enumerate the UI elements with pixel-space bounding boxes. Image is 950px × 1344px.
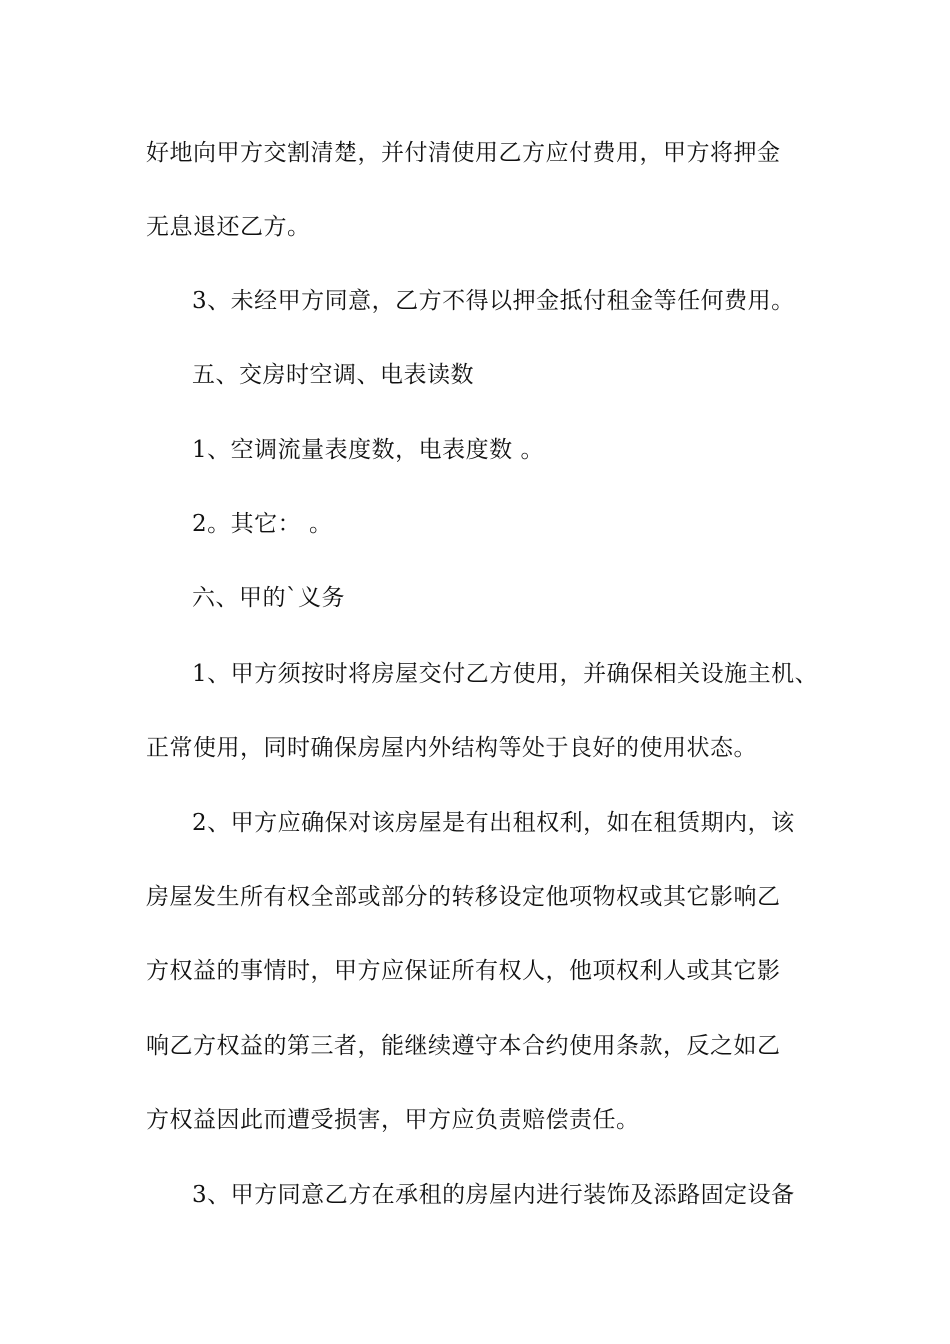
section-heading: 五、交房时空调、电表读数	[192, 362, 474, 388]
text-line: 正常使用，同时确保房屋内外结构等处于良好的使用状态。	[146, 735, 757, 761]
text-line: 3、甲方同意乙方在承租的房屋内进行装饰及添路固定设备	[192, 1182, 795, 1208]
text-line: 好地向甲方交割清楚，并付清使用乙方应付费用，甲方将押金	[146, 140, 781, 166]
text-line: 响乙方权益的第三者，能继续遵守本合约使用条款，反之如乙	[146, 1033, 781, 1059]
text-line: 1、甲方须按时将房屋交付乙方使用，并确保相关设施主机、	[192, 661, 819, 687]
section-heading: 六、甲的`义务	[192, 585, 345, 611]
text-line: 方权益因此而遭受损害，甲方应负责赔偿责任。	[146, 1107, 640, 1133]
text-line: 2、甲方应确保对该房屋是有出租权利，如在租赁期内，该	[192, 810, 795, 836]
text-line: 1、空调流量表度数，电表度数 。	[192, 437, 544, 463]
text-line: 无息退还乙方。	[146, 214, 311, 240]
text-line: 房屋发生所有权全部或部分的转移设定他项物权或其它影响乙	[146, 884, 781, 910]
text-line: 3、未经甲方同意，乙方不得以押金抵付租金等任何费用。	[192, 288, 795, 314]
text-line: 方权益的事情时，甲方应保证所有权人，他项权利人或其它影	[146, 958, 781, 984]
text-line: 2。其它： 。	[192, 511, 333, 537]
